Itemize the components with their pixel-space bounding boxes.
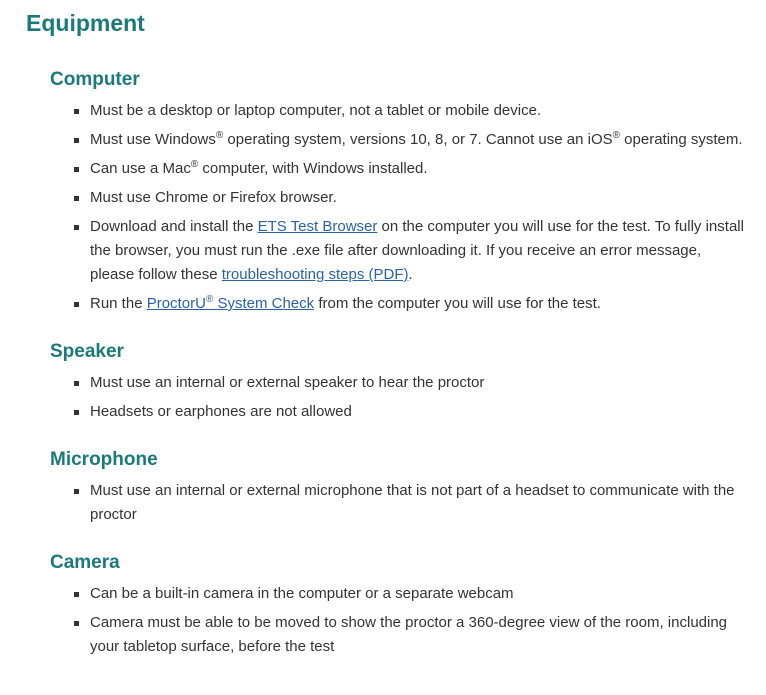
list-item bbox=[50, 371, 748, 395]
bullet-icon bbox=[74, 489, 79, 494]
item-text: Run the bbox=[90, 295, 147, 312]
list-item bbox=[50, 99, 748, 123]
computer-heading: Computer bbox=[50, 69, 140, 90]
item-text: operating system. bbox=[620, 131, 743, 148]
bullet-icon bbox=[74, 621, 79, 626]
item-text: Must use Chrome or Firefox browser. bbox=[90, 189, 337, 206]
list-item bbox=[50, 400, 748, 424]
item-text: . bbox=[408, 266, 413, 283]
speaker-heading: Speaker bbox=[50, 341, 124, 362]
item-text: on the computer you will use for the test. To fully install the browser, you must run the .exe file after downloading it. If you receive an error message, please follow these bbox=[90, 218, 744, 283]
item-text: operating system, versions 10, 8, or 7. Cannot use an iOS bbox=[223, 131, 613, 148]
item-text: Must be a desktop or laptop computer, not a tablet or mobile device. bbox=[90, 102, 542, 119]
registered-mark: ® bbox=[205, 294, 214, 305]
list-item bbox=[50, 479, 748, 527]
list-item bbox=[50, 186, 748, 210]
item-text: Download and install the bbox=[90, 218, 258, 235]
microphone-section bbox=[50, 447, 766, 527]
list-item bbox=[50, 611, 748, 659]
link-text: ProctorU bbox=[146, 295, 206, 312]
camera-section bbox=[50, 550, 766, 659]
item-text: Must use an internal or external speaker to hear the proctor bbox=[90, 374, 485, 391]
item-text: from the computer you will use for the test. bbox=[314, 295, 601, 312]
item-text: Must use Windows bbox=[90, 131, 216, 148]
registered-mark: ® bbox=[190, 159, 199, 170]
camera-list bbox=[50, 582, 766, 659]
item-text: Camera must be able to be moved to show the proctor a 360-degree view of the room, including your tabletop surface, before the test bbox=[90, 614, 728, 655]
list-item bbox=[50, 128, 748, 152]
computer-list bbox=[50, 99, 766, 316]
camera-heading: Camera bbox=[50, 552, 120, 573]
computer-section bbox=[50, 67, 766, 316]
list-item bbox=[50, 292, 748, 316]
list-item bbox=[50, 215, 748, 287]
page-title: Equipment bbox=[26, 10, 145, 36]
item-text: Must use an internal or external microphone that is not part of a headset to communicate with the proctor bbox=[90, 482, 735, 523]
bullet-icon bbox=[74, 138, 79, 143]
bullet-icon bbox=[74, 381, 79, 386]
microphone-list bbox=[50, 479, 766, 527]
bullet-icon bbox=[74, 225, 79, 230]
troubleshooting-steps-link[interactable]: troubleshooting steps (PDF) bbox=[221, 266, 409, 283]
microphone-heading: Microphone bbox=[50, 449, 158, 470]
item-text: computer, with Windows installed. bbox=[198, 160, 428, 177]
link-text: System Check bbox=[213, 295, 315, 312]
bullet-icon bbox=[74, 167, 79, 172]
registered-mark: ® bbox=[612, 130, 620, 141]
ets-test-browser-link[interactable]: ETS Test Browser bbox=[257, 218, 378, 235]
speaker-list bbox=[50, 371, 766, 424]
registered-mark: ® bbox=[215, 130, 224, 141]
bullet-icon bbox=[74, 196, 79, 201]
bullet-icon bbox=[74, 410, 79, 415]
speaker-section bbox=[50, 339, 766, 424]
list-item bbox=[50, 582, 748, 606]
list-item bbox=[50, 157, 748, 181]
item-text: Headsets or earphones are not allowed bbox=[90, 403, 352, 420]
item-text: Can be a built-in camera in the computer or a separate webcam bbox=[90, 585, 514, 602]
bullet-icon bbox=[74, 592, 79, 597]
proctoru-system-check-link[interactable] bbox=[147, 295, 314, 312]
bullet-icon bbox=[74, 302, 79, 307]
bullet-icon bbox=[74, 109, 79, 114]
item-text: Can use a Mac bbox=[90, 160, 191, 177]
